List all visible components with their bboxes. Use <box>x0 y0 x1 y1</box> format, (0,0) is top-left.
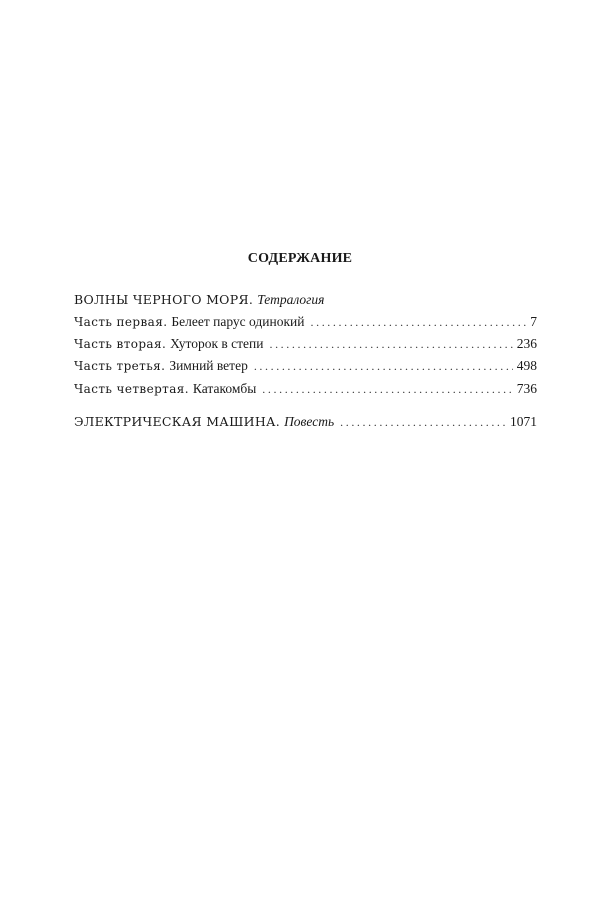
work-title-text: ЭЛЕКТРИЧЕСКАЯ МАШИНА. <box>74 414 281 429</box>
toc-entry-page: 736 <box>516 381 537 396</box>
toc-entry-label <box>74 380 256 398</box>
toc-entry-name: Зимний ветер <box>169 358 248 373</box>
toc-entry-page: 498 <box>516 358 537 373</box>
dot-leader <box>311 313 527 331</box>
toc-entry-label <box>74 357 248 375</box>
toc-entry-part-3 <box>74 357 537 375</box>
dot-leader <box>254 357 513 375</box>
toc-entry-page: 236 <box>516 336 537 351</box>
toc-entry-label <box>74 335 263 353</box>
work-title-text: ВОЛНЫ ЧЕРНОГО МОРЯ. <box>74 292 254 307</box>
toc-entry-part: Часть первая. <box>74 315 168 329</box>
toc-entry-name: Белеет парус одинокий <box>171 314 305 329</box>
toc-entry-name: Хуторок в степи <box>170 336 264 351</box>
toc-entry-part-4 <box>74 380 537 398</box>
toc-entry-label <box>74 413 334 431</box>
toc-entry-label <box>74 313 305 331</box>
work-genre: Тетралогия <box>257 292 325 307</box>
work-genre: Повесть <box>284 414 335 429</box>
toc-entry-page: 1071 <box>510 414 537 429</box>
toc-entry-part-1 <box>74 313 537 331</box>
toc-entry-part: Часть вторая. <box>74 337 167 351</box>
toc-entry-part-2 <box>74 335 537 353</box>
toc-title: СОДЕРЖАНИЕ <box>247 251 353 266</box>
toc-entry-page: 7 <box>530 314 537 329</box>
toc-entry-part: Часть четвертая. <box>74 382 189 396</box>
work-title-waves <box>74 291 324 310</box>
toc-entry-electric-machine <box>74 413 537 431</box>
toc-entry-name: Катакомбы <box>192 381 257 396</box>
dot-leader <box>262 380 512 398</box>
toc-entry-part: Часть третья. <box>74 359 166 373</box>
dot-leader <box>340 413 506 431</box>
dot-leader <box>269 335 512 353</box>
